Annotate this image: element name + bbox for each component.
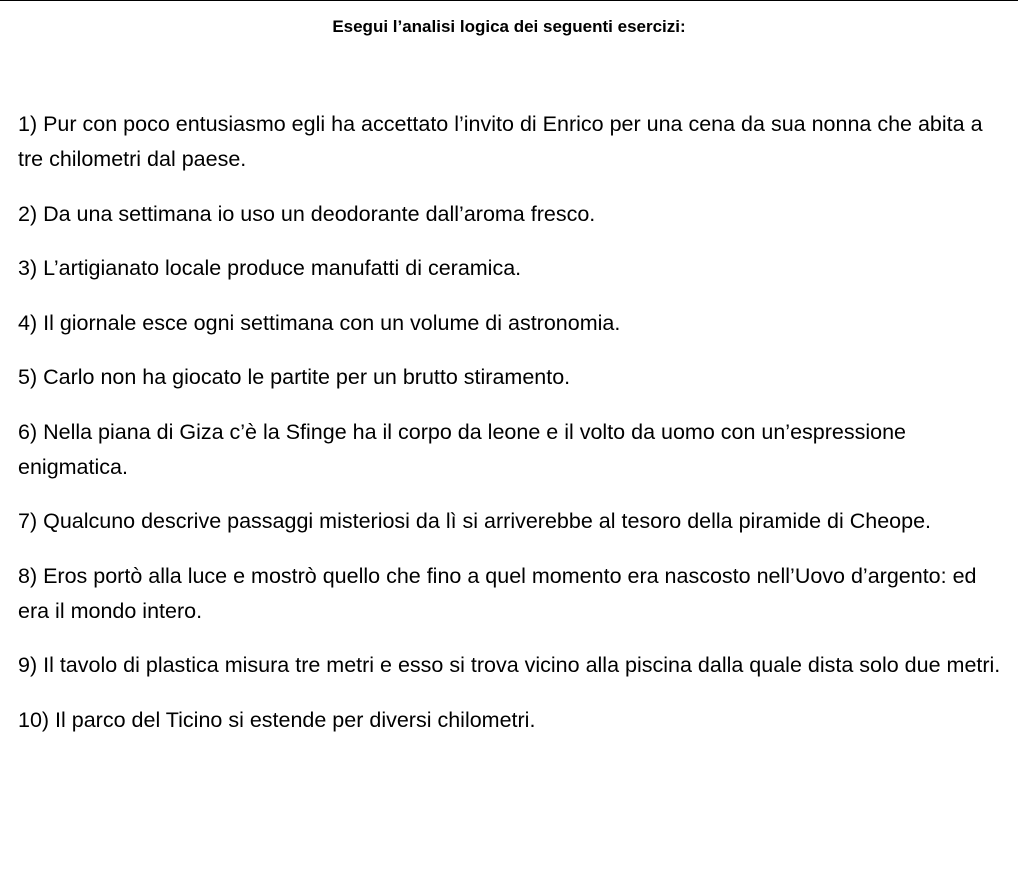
exercise-item-2: 2) Da una settimana io uso un deodorante dall’aroma fresco. <box>18 201 596 226</box>
exercise-list <box>18 107 1003 757</box>
exercise-item-7: 7) Qualcuno descrive passaggi misteriosi da lì si arriverebbe al tesoro della piramide di Cheope. <box>18 509 932 533</box>
exercise-item-1: 1) Pur con poco entusiasmo egli ha accettato l’invito di Enrico per una cena da sua nonna che abita a tre chilometri dal paese. <box>18 112 983 171</box>
exercise-item-10: 10) Il parco del Ticino si estende per diversi chilometri. <box>18 707 536 732</box>
exercise-item-6: 6) Nella piana di Giza c’è la Sfinge ha il corpo da leone e il volto da uomo con un’espressione enigmatica. <box>18 419 907 479</box>
exercise-item-9: 9) Il tavolo di plastica misura tre metri e esso si trova vicino alla piscina dalla quale dista solo due metri. <box>18 653 1001 677</box>
exercise-item-3: 3) L’artigianato locale produce manufatti di ceramica. <box>18 256 522 280</box>
exercise-item-5: 5) Carlo non ha giocato le partite per un brutto stiramento. <box>18 365 571 389</box>
exercise-item-8: 8) Eros portò alla luce e mostrò quello che fino a quel momento era nascosto nell’Uovo d’argento: ed era il mondo intero. <box>18 563 977 623</box>
exercise-item-4: 4) Il giornale esce ogni settimana con un volume di astronomia. <box>18 310 621 335</box>
top-border-line <box>0 0 1018 1</box>
page-title: Esegui l’analisi logica dei seguenti esercizi: <box>332 17 686 36</box>
